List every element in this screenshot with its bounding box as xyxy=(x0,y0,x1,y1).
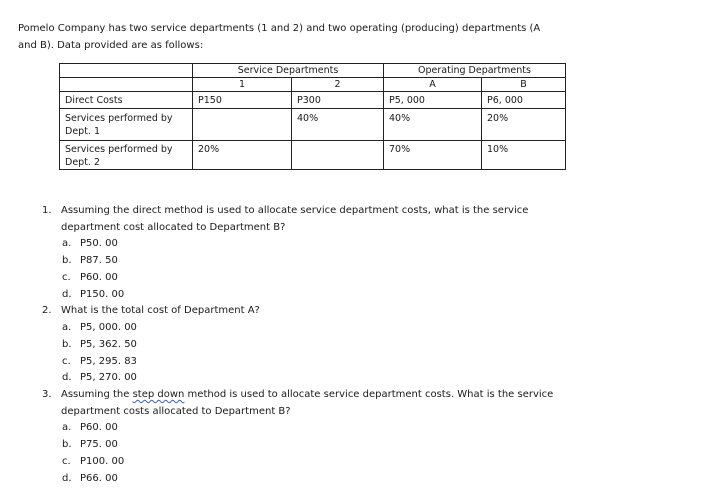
question-stem xyxy=(42,303,602,320)
question-line: department costs allocated to Department B? xyxy=(61,405,291,417)
option-text: P5, 000. 00 xyxy=(80,321,137,333)
option-letter: a. xyxy=(62,321,72,333)
cut-off-text-fragment xyxy=(62,489,272,495)
option-letter: d. xyxy=(62,372,72,384)
cell-dept-1: 20% xyxy=(193,141,292,170)
problem-intro xyxy=(18,20,578,54)
option-text: P50. 00 xyxy=(80,238,118,250)
option-text: P5, 295. 83 xyxy=(80,355,137,367)
row-label-line: Dept. 1 xyxy=(65,126,100,137)
col-header-dept-b: B xyxy=(482,78,566,92)
col-header-dept-2: 2 xyxy=(292,78,384,92)
spellcheck-flagged-phrase[interactable]: step down xyxy=(132,389,185,401)
row-label: Direct Costs xyxy=(60,92,193,109)
question-stem xyxy=(42,203,602,236)
question-number: 1. xyxy=(42,205,52,216)
question-3 xyxy=(42,387,602,487)
cell-dept-2: P300 xyxy=(292,92,384,109)
option-text: P87. 50 xyxy=(80,254,118,266)
row-label-line: Services performed by xyxy=(65,113,173,124)
option-text: P100. 00 xyxy=(80,455,125,467)
question-text-part: Assuming the xyxy=(61,389,133,401)
answer-option xyxy=(42,454,602,471)
option-text: P150. 00 xyxy=(80,288,125,300)
service-departments-header: Service Departments xyxy=(193,64,384,78)
option-text: P5, 362. 50 xyxy=(80,338,137,350)
option-text: P60. 00 xyxy=(80,271,118,283)
cell-dept-b: P6, 000 xyxy=(482,92,566,109)
row-label xyxy=(60,141,193,170)
option-text: P5, 270. 00 xyxy=(80,372,137,384)
question-list xyxy=(42,203,602,488)
question-text xyxy=(61,203,528,236)
department-data-table xyxy=(59,63,566,170)
question-1 xyxy=(42,203,602,303)
question-number: 2. xyxy=(42,305,52,317)
option-letter: a. xyxy=(62,238,72,250)
option-letter: b. xyxy=(62,254,72,266)
option-letter: a. xyxy=(62,422,72,434)
answer-option xyxy=(42,287,602,304)
cell-dept-b: 10% xyxy=(482,141,566,170)
answer-option xyxy=(42,437,602,454)
intro-line: Pomelo Company has two service departments (1 and 2) and two operating (producing) departments (A xyxy=(18,23,541,34)
answer-option xyxy=(42,236,602,253)
table-corner-cell xyxy=(60,64,193,78)
table-group-header-row xyxy=(60,64,566,78)
row-label-line: Services performed by xyxy=(65,144,173,155)
cell-dept-a: 70% xyxy=(384,141,482,170)
answer-option xyxy=(42,354,602,371)
intro-line: and B). Data provided are as follows: xyxy=(18,40,204,51)
question-text: What is the total cost of Department A? xyxy=(61,305,260,317)
cell-dept-b: 20% xyxy=(482,109,566,141)
answer-option xyxy=(42,370,602,387)
question-number: 3. xyxy=(42,389,52,401)
table-corner-cell xyxy=(60,78,193,92)
col-header-dept-a: A xyxy=(384,78,482,92)
question-line: Assuming the direct method is used to allocate service department costs, what is the service xyxy=(61,205,529,216)
option-letter: d. xyxy=(62,288,72,300)
table-row xyxy=(60,92,566,109)
option-text: P75. 00 xyxy=(80,439,118,451)
cell-dept-2 xyxy=(292,141,384,170)
col-header-dept-1: 1 xyxy=(193,78,292,92)
answer-option xyxy=(42,337,602,354)
option-letter: d. xyxy=(62,472,72,484)
option-letter: c. xyxy=(62,271,71,283)
question-text xyxy=(61,387,553,420)
cell-dept-2: 40% xyxy=(292,109,384,141)
option-letter: c. xyxy=(62,355,71,367)
answer-option xyxy=(42,471,602,488)
option-text: P66. 00 xyxy=(80,472,118,484)
question-2 xyxy=(42,303,602,387)
option-letter: b. xyxy=(62,338,72,350)
table-row xyxy=(60,141,566,170)
option-text: P60. 00 xyxy=(80,422,118,434)
cell-dept-1: P150 xyxy=(193,92,292,109)
answer-option xyxy=(42,253,602,270)
option-letter: c. xyxy=(62,455,71,467)
answer-option xyxy=(42,320,602,337)
question-line: department cost allocated to Department B? xyxy=(61,221,286,233)
answer-option xyxy=(42,420,602,437)
cell-dept-a: P5, 000 xyxy=(384,92,482,109)
operating-departments-header: Operating Departments xyxy=(384,64,566,78)
cell-dept-a: 40% xyxy=(384,109,482,141)
option-letter: b. xyxy=(62,439,72,451)
question-stem xyxy=(42,387,602,420)
row-label xyxy=(60,109,193,141)
table-row xyxy=(60,109,566,141)
question-line xyxy=(61,387,553,404)
cell-dept-1 xyxy=(193,109,292,141)
question-text-part: method is used to allocate service department costs. What is the service xyxy=(184,389,554,401)
table-column-header-row xyxy=(60,78,566,92)
row-label-line: Dept. 2 xyxy=(65,157,100,168)
answer-option xyxy=(42,270,602,287)
